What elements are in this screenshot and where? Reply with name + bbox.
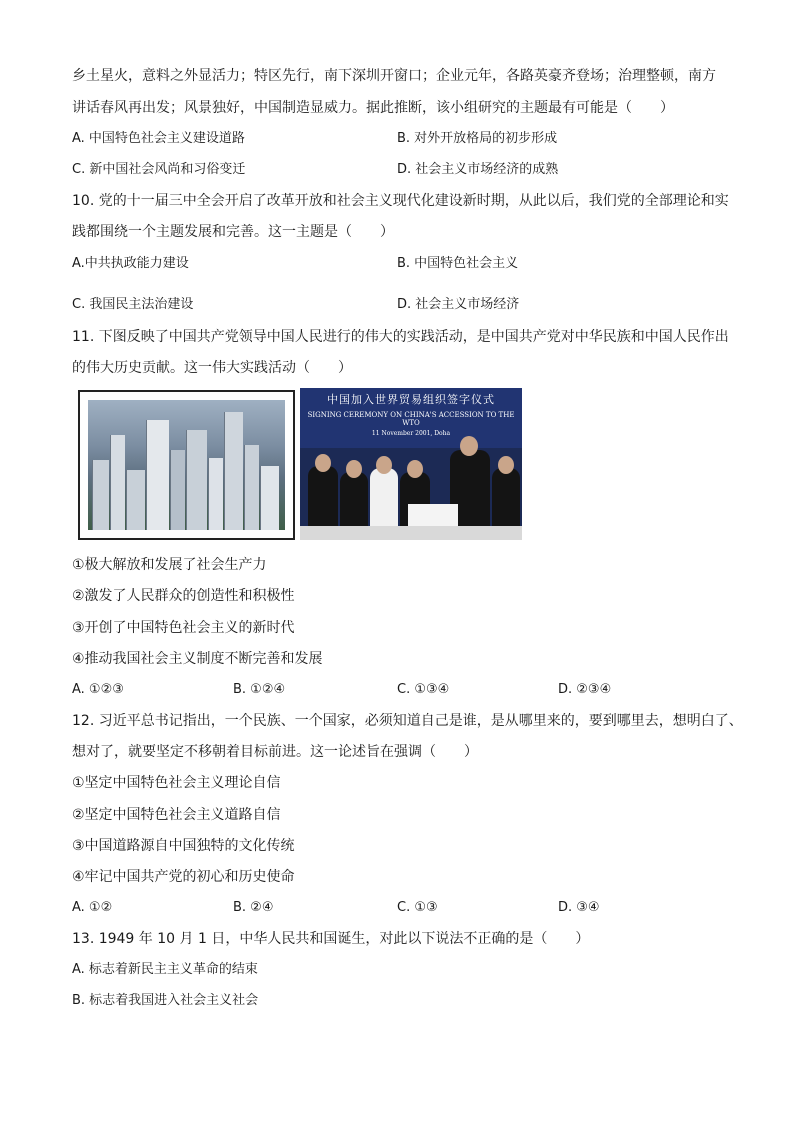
photo-caption-date: 11 November 2001, Doha <box>371 430 451 437</box>
q9-option-b: B. 对外开放格局的初步形成 <box>397 131 558 146</box>
photo-caption-en: SIGNING CEREMONY ON CHINA'S ACCESSION TO THE WTO <box>307 411 515 427</box>
q10-option-a: A.中共执政能力建设 <box>72 256 189 271</box>
q11-option-a: A. ①②③ <box>72 682 124 697</box>
q10-stem-line1: 10. 党的十一届三中全会开启了改革开放和社会主义现代化建设新时期，从此以后，我们党的全部理论和实 <box>72 193 729 209</box>
q9-option-c: C. 新中国社会风尚和习俗变迁 <box>72 162 246 177</box>
q10-option-b: B. 中国特色社会主义 <box>397 256 519 271</box>
q10-stem-line2: 践都围绕一个主题发展和完善。这一主题是（ ） <box>72 224 394 240</box>
q9-option-d: D. 社会主义市场经济的成熟 <box>397 162 559 177</box>
q11-statement-1: ①极大解放和发展了社会生产力 <box>72 557 267 573</box>
q11-statement-2: ②激发了人民群众的创造性和积极性 <box>72 588 295 604</box>
q11-stem-line2: 的伟大历史贡献。这一伟大实践活动（ ） <box>72 360 352 376</box>
q9-option-a: A. 中国特色社会主义建设道路 <box>72 131 245 146</box>
q12-stem-line2: 想对了，就要坚定不移朝着目标前进。这一论述旨在强调（ ） <box>72 744 478 760</box>
q10-option-c: C. 我国民主法治建设 <box>72 297 194 312</box>
q12-option-d: D. ③④ <box>558 900 600 915</box>
q11-statement-3: ③开创了中国特色社会主义的新时代 <box>72 620 295 636</box>
q12-stem-line1: 12. 习近平总书记指出，一个民族、一个国家，必须知道自己是谁，是从哪里来的，要到哪里去，想明白了、 <box>72 713 743 729</box>
q12-option-a: A. ①② <box>72 900 113 915</box>
q11-option-c: C. ①③④ <box>397 682 450 697</box>
q9-stem-line1: 乡土星火，意料之外显活力；特区先行，南下深圳开窗口；企业元年，各路英豪齐登场；治理整顿，南方 <box>72 68 716 84</box>
q11-option-d: D. ②③④ <box>558 682 612 697</box>
q13-option-a: A. 标志着新民主主义革命的结束 <box>72 962 258 977</box>
q12-option-b: B. ②④ <box>233 900 274 915</box>
q11-stem-line1: 11. 下图反映了中国共产党领导中国人民进行的伟大的实践活动，是中国共产党对中华民族和中国人民作出 <box>72 329 729 345</box>
q10-option-d: D. 社会主义市场经济 <box>397 297 520 312</box>
q11-statement-4: ④推动我国社会主义制度不断完善和发展 <box>72 651 323 667</box>
q12-statement-3: ③中国道路源自中国独特的文化传统 <box>72 838 295 854</box>
q12-option-c: C. ①③ <box>397 900 438 915</box>
photo-banner <box>300 388 522 448</box>
photo-caption-cn: 中国加入世界贸易组织签字仪式 <box>327 393 495 406</box>
q12-statement-4: ④牢记中国共产党的初心和历史使命 <box>72 869 295 885</box>
q13-option-b: B. 标志着我国进入社会主义社会 <box>72 993 259 1008</box>
q11-option-b: B. ①②④ <box>233 682 286 697</box>
q9-stem-line2: 讲话春风再出发；风景独好，中国制造显威力。据此推断，该小组研究的主题最有可能是（ ） <box>72 100 674 116</box>
q12-statement-2: ②坚定中国特色社会主义道路自信 <box>72 807 281 823</box>
q13-stem: 13. 1949 年 10 月 1 日，中华人民共和国诞生，对此以下说法不正确的是（ ） <box>72 931 590 947</box>
city-skyline-photo <box>78 390 295 540</box>
wto-signing-ceremony-photo <box>300 388 522 540</box>
q12-statement-1: ①坚定中国特色社会主义理论自信 <box>72 775 281 791</box>
